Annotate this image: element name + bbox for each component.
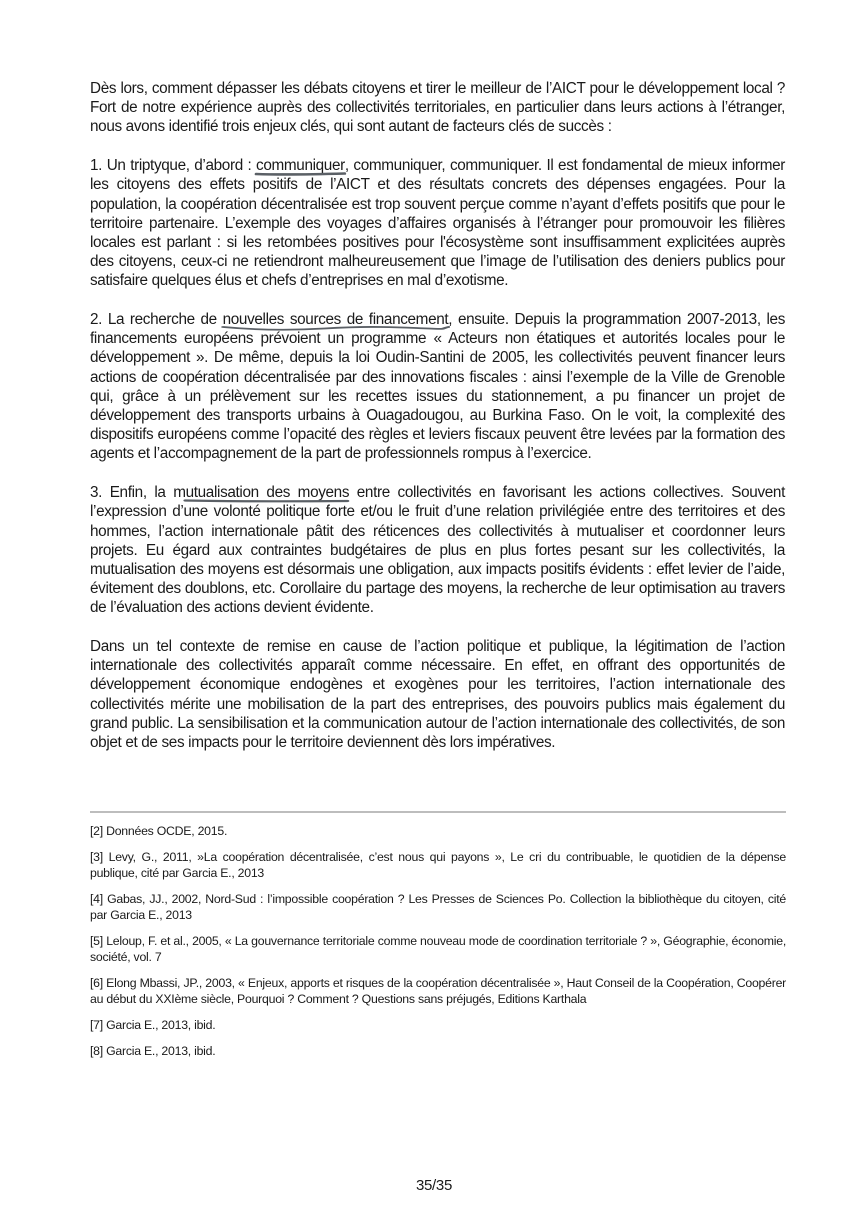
footnotes <box>90 823 786 1069</box>
point-1-paragraph <box>90 156 785 290</box>
body-text <box>90 79 785 772</box>
point-3-lead: 3. Enfin, la <box>90 484 174 502</box>
footnote-3: [3] Levy, G., 2011, »La coopération décentralisée, c’est nous qui payons », Le cri du contribuable, le quotidien de la dépense publique, cité par Garcia E., 2013 <box>90 850 786 880</box>
footnote-2: [2] Données OCDE, 2015. <box>90 824 228 838</box>
point-2-body: , ensuite. Depuis la programmation 2007-2013, les financements européens prévoient un programme « Acteurs non étatiques et autorités locales pour le développement ». De même, depuis la loi Oudin-Santini de 2005, les collectivités peuvent financer leurs actions de coopération décentralisée par des innovations fiscales : ainsi l’exemple de la Ville de Grenoble qui, grâce à un prélèvement sur les recettes issues du stationnement, a pu financer un projet de développement des transports urbains à Ouagadougou, au Burkina Faso. On le voit, la complexité des dispositifs européens comme l’opacité des règles et leviers fiscaux peuvent être levées par la formation des agents et l’accompagnement de la part de professionnels rompus à l’exercice. <box>90 311 785 463</box>
point-3-paragraph <box>90 483 785 617</box>
footnote-4: [4] Gabas, JJ., 2002, Nord-Sud : l’impossible coopération ? Les Presses de Sciences Po. Collection la bibliothèque du citoyen, cité par Garcia E., 2013 <box>90 892 786 922</box>
footnote-7: [7] Garcia E., 2013, ibid. <box>90 1018 216 1032</box>
point-3-body: entre collectivités en favorisant les actions collectives. Souvent l’expression d’une volonté politique forte et/ou le fruit d’une relation privilégiée entre des territoires et des hommes, l’action internationale pâtit des réticences des collectivités à mutualiser et coordonner leurs projets. Eu égard aux contraintes budgétaires de plus en plus fortes pesant sur les collectivités, la mutualisation des moyens est désormais une obligation, aux impacts positifs évidents : effet levier de l’aide, évitement des doublons, etc. Corollaire du partage des moyens, la recherche de leur optimisation au travers de l’évaluation des actions devient évidente. <box>90 484 785 617</box>
highlighted-term: mutualisation des moyens <box>173 484 350 502</box>
footnote-5: [5] Leloup, F. et al., 2005, « La gouvernance territoriale comme nouveau mode de coordination territoriale ? », Géographie, économie, société, vol. 7 <box>90 934 786 964</box>
footnote-8: [8] Garcia E., 2013, ibid. <box>90 1044 216 1058</box>
footnote-divider <box>90 811 786 813</box>
conclusion-paragraph: Dans un tel contexte de remise en cause de l’action politique et publique, la légitimation de l’action internationale des collectivités apparaît comme nécessaire. En effet, en offrant des opportunités de développement économique endogènes et exogènes pour les territoires, l’action internationale des collectivités mérite une mobilisation de la part des entreprises, des pouvoirs publics mais également du grand public. La sensibilisation et la communication autour de l’action internationale des collectivités, de son objet et de ses impacts pour le territoire deviennent dès lors impératives. <box>90 638 785 752</box>
point-2-paragraph <box>90 310 785 464</box>
highlighted-term: communiquer <box>256 157 345 175</box>
point-1-body: , communiquer, communiquer. Il est fondamental de mieux informer les citoyens des effets positifs de l’AICT et des résultats concrets des dépenses engagées. Pour la population, la coopération décentralisée est trop souvent perçue comme n’ayant d’effets positifs que pour le territoire partenaire. L’exemple des voyages d’affaires organisés à l’étranger pour promouvoir les filières locales est parlant : si les retombées positives pour l'écosystème sont insuffisamment explicitées auprès des citoyens, ceux-ci ne retiendront malheureusement que l’image de l’utilisation des deniers publics pour satisfaire quelques élus et chefs d’entreprises en mal d’exotisme. <box>90 157 786 290</box>
point-2-lead: 2. La recherche de <box>90 311 223 329</box>
intro-paragraph: Dès lors, comment dépasser les débats citoyens et tirer le meilleur de l’AICT pour le développement local ? Fort de notre expérience auprès des collectivités territoriales, en particulier dans leurs actions à l’étranger, nous avons identifié trois enjeux clés, qui sont autant de facteurs clés de succès : <box>90 80 785 136</box>
page-number: 35/35 <box>415 1177 453 1194</box>
handwritten-underline-mutualisation <box>173 484 349 501</box>
highlighted-term: nouvelles sources de financement <box>222 311 449 329</box>
handwritten-underline-communiquer <box>256 157 345 174</box>
footnote-6: [6] Elong Mbassi, JP., 2003, « Enjeux, apports et risques de la coopération décentralisée », Haut Conseil de la Coopération, Coopérer au début du XXIème siècle, Pourquoi ? Comment ? Questions sans préjugés, Editions Karthala <box>90 976 786 1006</box>
point-1-lead: 1. Un triptyque, d’abord : <box>90 157 257 175</box>
handwritten-underline-financement <box>223 311 449 328</box>
